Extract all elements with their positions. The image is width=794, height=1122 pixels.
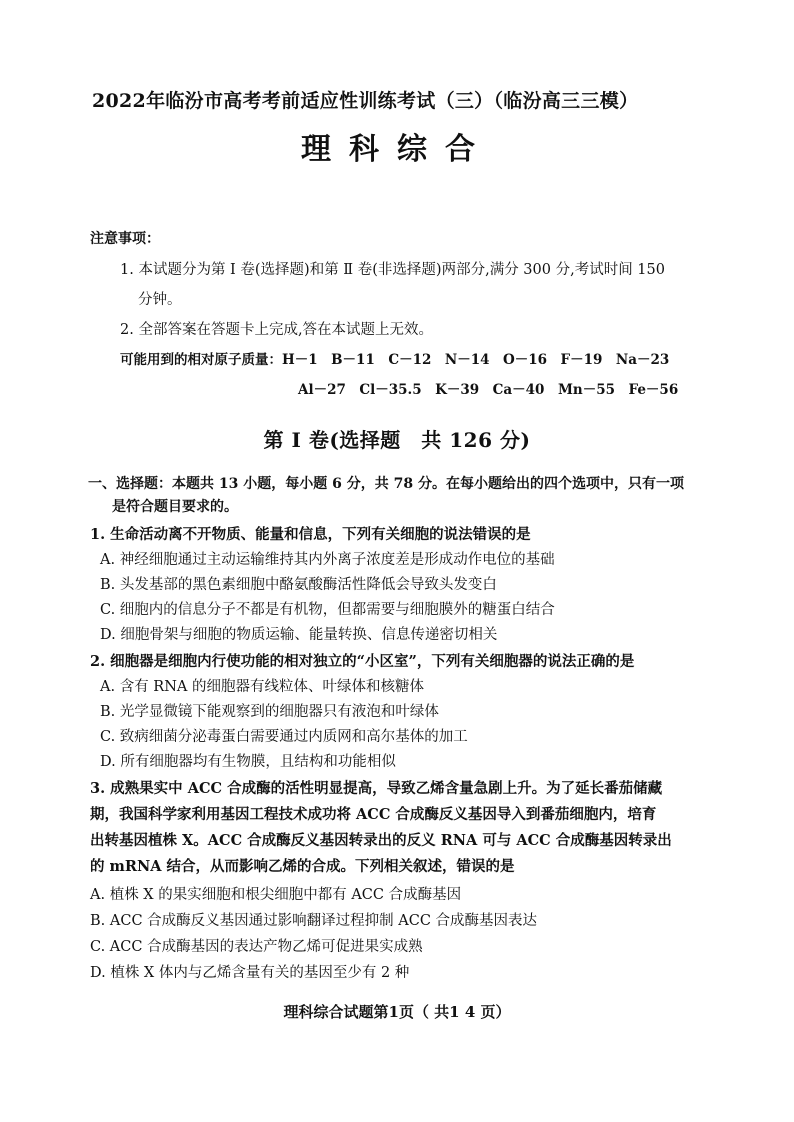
question-1-option-a: A. 神经细胞通过主动运输维持其内外离子浓度差是形成动作电位的基础 bbox=[100, 552, 555, 568]
page-footer: 理科综合试题第1页（ 共1 4 页） bbox=[283, 1003, 511, 1021]
question-2-stem: 2. 细胞器是细胞内行使功能的相对独立的“小区室”，下列有关细胞器的说法正确的是 bbox=[90, 653, 635, 670]
notice-item-1-cont: 分钟。 bbox=[138, 292, 182, 308]
question-3-stem-line-4: 的 mRNA 结合，从而影响乙烯的合成。下列相关叙述，错误的是 bbox=[90, 858, 515, 875]
notice-item-2: 2. 全部答案在答题卡上完成,答在本试题上无效。 bbox=[120, 322, 434, 338]
atomic-masses-line-1: 可能用到的相对原子质量：H－1 B－11 C－12 N－14 O－16 F－19 Na－23 bbox=[120, 352, 670, 368]
question-1-stem: 1. 生命活动离不开物质、能量和信息，下列有关细胞的说法错误的是 bbox=[90, 526, 531, 543]
question-3-option-a: A. 植株 X 的果实细胞和根尖细胞中都有 ACC 合成酶基因 bbox=[90, 887, 462, 903]
question-3-option-d: D. 植株 X 体内与乙烯含量有关的基因至少有 2 种 bbox=[90, 965, 410, 981]
question-3-option-c: C. ACC 合成酶基因的表达产物乙烯可促进果实成熟 bbox=[90, 939, 423, 955]
question-2-option-c: C. 致病细菌分泌毒蛋白需要通过内质网和高尔基体的加工 bbox=[100, 729, 468, 745]
question-1-option-d: D. 细胞骨架与细胞的物质运输、能量转换、信息传递密切相关 bbox=[100, 627, 498, 643]
question-2-option-b: B. 光学显微镜下能观察到的细胞器只有液泡和叶绿体 bbox=[100, 704, 439, 720]
question-3-stem-line-2: 期，我国科学家利用基因工程技术成功将 ACC 合成酶反义基因导入到番茄细胞内，培育 bbox=[90, 806, 657, 823]
atomic-masses-line-2: Al－27 Cl－35.5 K－39 Ca－40 Mn－55 Fe－56 bbox=[298, 382, 679, 398]
question-3-stem: 3. 成熟果实中 ACC 合成酶的活性明显提高，导致乙烯含量急剧上升。为了延长番茄储藏 bbox=[90, 780, 663, 797]
subject-title: 理科综合 bbox=[301, 132, 493, 167]
question-2-option-a: A. 含有 RNA 的细胞器有线粒体、叶绿体和核糖体 bbox=[100, 679, 424, 695]
notice-item-1: 1. 本试题分为第 Ⅰ 卷(选择题)和第 Ⅱ 卷(非选择题)两部分,满分 300 分,考试时间 150 bbox=[120, 262, 665, 278]
notice-heading: 注意事项： bbox=[90, 231, 160, 247]
question-3-option-b: B. ACC 合成酶反义基因通过影响翻译过程抑制 ACC 合成酶基因表达 bbox=[90, 913, 538, 929]
exam-title: 2022年临汾市高考考前适应性训练考试（三）（临汾高三三模） bbox=[92, 90, 639, 112]
section-instruction-cont: 是符合题目要求的。 bbox=[112, 499, 238, 515]
question-2-option-d: D. 所有细胞器均有生物膜，且结构和功能相似 bbox=[100, 754, 396, 770]
question-1-option-c: C. 细胞内的信息分子不都是有机物，但都需要与细胞膜外的糖蛋白结合 bbox=[100, 602, 555, 618]
question-3-stem-line-3: 出转基因植株 X。ACC 合成酶反义基因转录出的反义 RNA 可与 ACC 合成酶基因转录出 bbox=[90, 832, 672, 849]
section-instruction: 一、选择题：本题共 13 小题，每小题 6 分，共 78 分。在每小题给出的四个选项中，只有一项 bbox=[88, 476, 684, 492]
section-title: 第 Ⅰ 卷(选择题 共 126 分) bbox=[263, 428, 531, 452]
question-1-option-b: B. 头发基部的黑色素细胞中酪氨酸酶活性降低会导致头发变白 bbox=[100, 577, 497, 593]
